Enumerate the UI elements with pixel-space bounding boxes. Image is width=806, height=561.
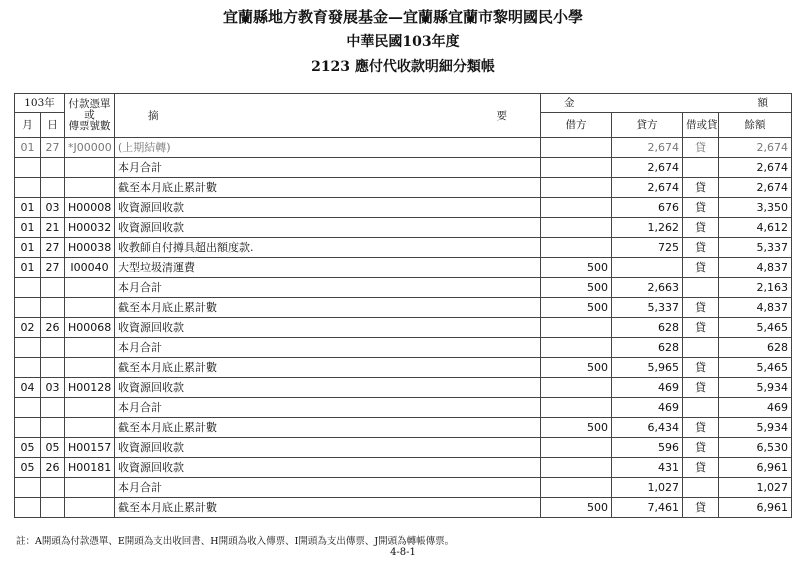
cell-debit-or-credit: 貸 — [683, 238, 719, 258]
cell-balance: 6,530 — [719, 438, 792, 458]
cell-credit: 5,965 — [612, 358, 683, 378]
cell-balance: 5,465 — [719, 318, 792, 338]
cell-month: 01 — [15, 138, 41, 158]
cell-voucher — [65, 398, 115, 418]
table-row — [15, 298, 792, 318]
cell-voucher: H00032 — [65, 218, 115, 238]
cell-debit — [541, 158, 612, 178]
cell-description: 截至本月底止累計數 — [115, 418, 541, 438]
table-row — [15, 198, 792, 218]
cell-debit-or-credit: 貸 — [683, 418, 719, 438]
cell-description: 收資源回收款 — [115, 458, 541, 478]
cell-voucher: H00068 — [65, 318, 115, 338]
cell-debit — [541, 458, 612, 478]
cell-balance: 469 — [719, 398, 792, 418]
cell-debit — [541, 398, 612, 418]
cell-day: 27 — [41, 258, 65, 278]
cell-voucher: H00128 — [65, 378, 115, 398]
cell-description: 收資源回收款 — [115, 378, 541, 398]
header-year: 103年 — [15, 94, 65, 113]
cell-debit: 500 — [541, 278, 612, 298]
cell-voucher — [65, 498, 115, 518]
table-row — [15, 158, 792, 178]
cell-credit: 7,461 — [612, 498, 683, 518]
header-amount-right: 額 — [757, 97, 769, 109]
cell-day — [41, 398, 65, 418]
cell-voucher — [65, 478, 115, 498]
table-row — [15, 138, 792, 158]
table-row — [15, 218, 792, 238]
header-amount — [541, 94, 792, 113]
cell-debit-or-credit: 貸 — [683, 378, 719, 398]
cell-balance: 5,934 — [719, 378, 792, 398]
cell-debit-or-credit: 貸 — [683, 298, 719, 318]
cell-debit-or-credit: 貸 — [683, 438, 719, 458]
cell-credit: 2,674 — [612, 138, 683, 158]
cell-description: 本月合計 — [115, 278, 541, 298]
table-row — [15, 478, 792, 498]
table-row — [15, 438, 792, 458]
header-voucher-line1: 付款憑單 — [68, 98, 111, 110]
table-row — [15, 378, 792, 398]
cell-balance: 5,934 — [719, 418, 792, 438]
header-day: 日 — [41, 113, 65, 138]
cell-balance: 2,674 — [719, 178, 792, 198]
cell-credit: 2,674 — [612, 178, 683, 198]
report-org-title: 宜蘭縣地方教育發展基金—宜蘭縣宜蘭市黎明國民小學 — [222, 8, 583, 26]
cell-day: 21 — [41, 218, 65, 238]
cell-month: 01 — [15, 258, 41, 278]
cell-credit: 469 — [612, 378, 683, 398]
cell-debit-or-credit: 貸 — [683, 218, 719, 238]
cell-day — [41, 498, 65, 518]
cell-voucher: H00038 — [65, 238, 115, 258]
cell-debit-or-credit: 貸 — [683, 138, 719, 158]
header-voucher-line2: 或 — [84, 109, 95, 121]
cell-month — [15, 298, 41, 318]
cell-debit-or-credit: 貸 — [683, 458, 719, 478]
cell-debit: 500 — [541, 498, 612, 518]
table-row — [15, 418, 792, 438]
cell-month — [15, 398, 41, 418]
cell-debit-or-credit: 貸 — [683, 258, 719, 278]
cell-voucher — [65, 278, 115, 298]
cell-debit — [541, 378, 612, 398]
footnote: 註：A開頭為付款憑單、E開頭為支出收回書、H開頭為收入傳票、I開頭為支出傳票、J開頭為轉帳傳票。 — [16, 536, 455, 547]
cell-voucher: H00181 — [65, 458, 115, 478]
cell-debit-or-credit: 貸 — [683, 178, 719, 198]
cell-credit: 725 — [612, 238, 683, 258]
cell-credit: 1,027 — [612, 478, 683, 498]
page-number: 4-8-1 — [390, 547, 416, 558]
cell-debit — [541, 218, 612, 238]
cell-voucher — [65, 358, 115, 378]
cell-debit — [541, 198, 612, 218]
cell-balance: 628 — [719, 338, 792, 358]
header-credit: 貸方 — [612, 113, 683, 138]
cell-debit — [541, 238, 612, 258]
cell-month: 05 — [15, 458, 41, 478]
cell-balance: 1,027 — [719, 478, 792, 498]
cell-month — [15, 178, 41, 198]
cell-description: 收資源回收款 — [115, 198, 541, 218]
cell-description: 本月合計 — [115, 158, 541, 178]
cell-debit-or-credit: 貸 — [683, 358, 719, 378]
cell-description: (上期結轉) — [115, 138, 541, 158]
cell-balance: 5,337 — [719, 238, 792, 258]
header-voucher — [65, 94, 115, 138]
cell-month: 01 — [15, 198, 41, 218]
cell-debit: 500 — [541, 358, 612, 378]
cell-debit-or-credit — [683, 478, 719, 498]
cell-voucher: *J00000 — [65, 138, 115, 158]
cell-voucher — [65, 178, 115, 198]
cell-credit: 596 — [612, 438, 683, 458]
header-desc-left: 摘 — [148, 109, 159, 122]
header-month: 月 — [15, 113, 41, 138]
cell-credit: 2,674 — [612, 158, 683, 178]
cell-credit: 5,337 — [612, 298, 683, 318]
cell-month — [15, 338, 41, 358]
cell-debit — [541, 478, 612, 498]
cell-description: 收資源回收款 — [115, 218, 541, 238]
cell-debit — [541, 438, 612, 458]
ledger-body — [15, 138, 792, 518]
cell-month: 01 — [15, 238, 41, 258]
report-year-title: 中華民國103年度 — [346, 34, 460, 50]
cell-day — [41, 278, 65, 298]
header-debit: 借方 — [541, 113, 612, 138]
cell-debit — [541, 318, 612, 338]
cell-month: 02 — [15, 318, 41, 338]
cell-month — [15, 358, 41, 378]
cell-month: 05 — [15, 438, 41, 458]
cell-debit-or-credit — [683, 398, 719, 418]
cell-description: 本月合計 — [115, 398, 541, 418]
cell-credit: 676 — [612, 198, 683, 218]
cell-voucher: H00008 — [65, 198, 115, 218]
table-row — [15, 318, 792, 338]
cell-month — [15, 158, 41, 178]
cell-balance: 5,465 — [719, 358, 792, 378]
cell-voucher: H00157 — [65, 438, 115, 458]
cell-description: 截至本月底止累計數 — [115, 498, 541, 518]
cell-day — [41, 418, 65, 438]
cell-debit: 500 — [541, 298, 612, 318]
cell-debit-or-credit — [683, 338, 719, 358]
cell-month — [15, 478, 41, 498]
header-amount-left: 金 — [564, 97, 575, 109]
table-row — [15, 238, 792, 258]
cell-day: 03 — [41, 378, 65, 398]
cell-day: 26 — [41, 318, 65, 338]
ledger-header — [15, 94, 792, 138]
cell-balance: 4,837 — [719, 258, 792, 278]
cell-debit-or-credit — [683, 158, 719, 178]
table-row — [15, 358, 792, 378]
cell-voucher — [65, 298, 115, 318]
table-row — [15, 178, 792, 198]
table-row — [15, 278, 792, 298]
cell-balance: 2,163 — [719, 278, 792, 298]
cell-voucher — [65, 338, 115, 358]
cell-debit-or-credit: 貸 — [683, 198, 719, 218]
cell-credit: 628 — [612, 318, 683, 338]
ledger-table — [14, 93, 792, 518]
table-row — [15, 258, 792, 278]
cell-balance: 4,837 — [719, 298, 792, 318]
cell-balance: 2,674 — [719, 138, 792, 158]
header-debit-or-credit: 借或貸 — [683, 113, 719, 138]
cell-voucher — [65, 158, 115, 178]
cell-month — [15, 278, 41, 298]
cell-description: 本月合計 — [115, 478, 541, 498]
header-balance: 餘額 — [719, 113, 792, 138]
cell-credit: 628 — [612, 338, 683, 358]
cell-description: 本月合計 — [115, 338, 541, 358]
cell-day: 26 — [41, 458, 65, 478]
cell-day — [41, 158, 65, 178]
table-row — [15, 458, 792, 478]
cell-description: 大型垃圾清運費 — [115, 258, 541, 278]
cell-day — [41, 478, 65, 498]
table-row — [15, 398, 792, 418]
cell-credit: 469 — [612, 398, 683, 418]
cell-month: 04 — [15, 378, 41, 398]
cell-balance: 3,350 — [719, 198, 792, 218]
cell-day — [41, 338, 65, 358]
cell-month: 01 — [15, 218, 41, 238]
cell-credit: 6,434 — [612, 418, 683, 438]
cell-credit — [612, 258, 683, 278]
cell-voucher: I00040 — [65, 258, 115, 278]
cell-balance: 4,612 — [719, 218, 792, 238]
cell-debit — [541, 178, 612, 198]
cell-voucher — [65, 418, 115, 438]
cell-day: 03 — [41, 198, 65, 218]
cell-day — [41, 298, 65, 318]
cell-debit — [541, 338, 612, 358]
cell-credit: 2,663 — [612, 278, 683, 298]
cell-debit-or-credit: 貸 — [683, 318, 719, 338]
cell-balance: 6,961 — [719, 498, 792, 518]
cell-description: 截至本月底止累計數 — [115, 298, 541, 318]
cell-debit-or-credit: 貸 — [683, 498, 719, 518]
cell-day: 27 — [41, 138, 65, 158]
header-description — [115, 94, 541, 138]
cell-debit: 500 — [541, 418, 612, 438]
cell-day — [41, 358, 65, 378]
cell-description: 截至本月底止累計數 — [115, 358, 541, 378]
cell-month — [15, 418, 41, 438]
cell-debit: 500 — [541, 258, 612, 278]
cell-balance: 2,674 — [719, 158, 792, 178]
cell-credit: 431 — [612, 458, 683, 478]
header-voucher-line3: 傳票號數 — [68, 120, 111, 132]
cell-description: 收資源回收款 — [115, 438, 541, 458]
cell-debit-or-credit — [683, 278, 719, 298]
cell-balance: 6,961 — [719, 458, 792, 478]
cell-day: 27 — [41, 238, 65, 258]
header-desc-right: 要 — [496, 109, 508, 122]
table-row — [15, 498, 792, 518]
cell-month — [15, 498, 41, 518]
table-row — [15, 338, 792, 358]
cell-description: 收資源回收款 — [115, 318, 541, 338]
cell-debit — [541, 138, 612, 158]
cell-day: 05 — [41, 438, 65, 458]
cell-day — [41, 178, 65, 198]
cell-credit: 1,262 — [612, 218, 683, 238]
cell-description: 截至本月底止累計數 — [115, 178, 541, 198]
cell-description: 收教師自付撙具超出額度款. — [115, 238, 541, 258]
report-ledger-title: 2123 應付代收款明細分類帳 — [311, 59, 495, 75]
